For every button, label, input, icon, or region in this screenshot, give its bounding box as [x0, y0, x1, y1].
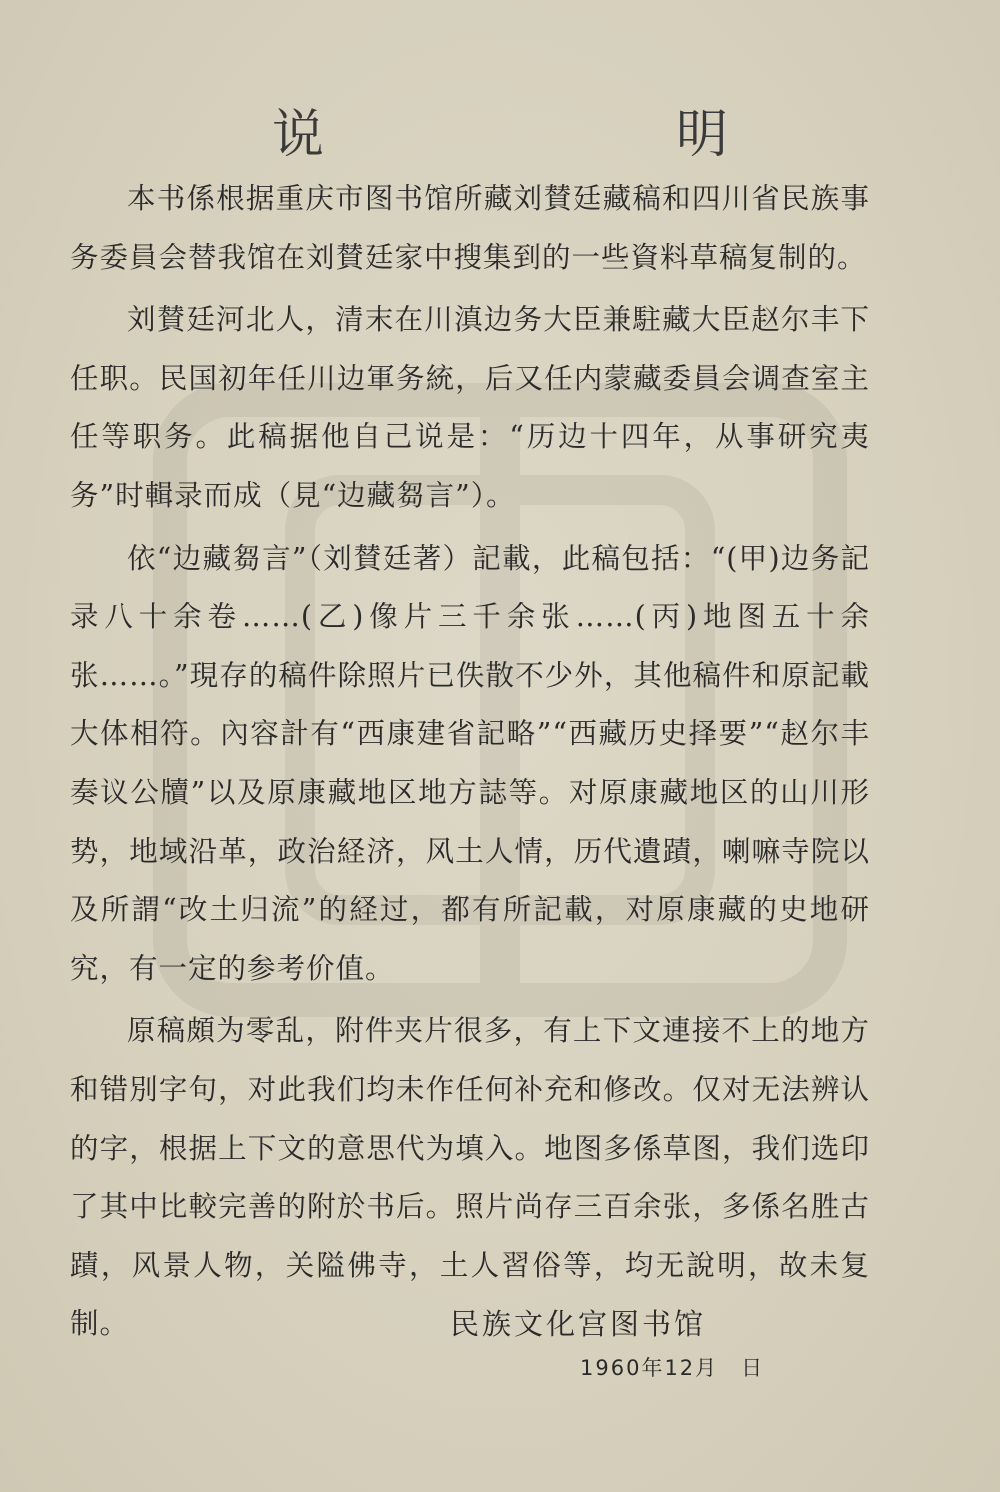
paragraph-3: 依“边藏芻言”（刘賛廷著）記載，此稿包括：“(甲)边务記录八十余卷……(乙)像片三千余张……(丙)地图五十余张……。”現存的稿件除照片已佚散不少外，其他稿件和原記載大体相符。內容計有“西康建省記略”“西藏历史择要”“赵尔丰奏议公牘”以及原康藏地区地方誌等。对原康藏地区的山川形势，地域沿革，政治経济，风土人情，历代遺蹟，喇嘛寺院以及所謂“改土归流”的経过，都有所記載，对原康藏的史地研究，有一定的参考价值。	[70, 541, 870, 985]
page-title: 说 明	[271, 105, 878, 165]
date: 1960年12月 日	[580, 1356, 765, 1380]
signature: 民族文化宫图书馆	[450, 1307, 707, 1341]
paragraph-1: 本书係根据重庆市图书馆所藏刘賛廷藏稿和四川省民族事务委員会替我馆在刘賛廷家中搜集到的一些資料草稿复制的。	[70, 182, 870, 274]
document-body	[70, 170, 870, 1354]
paragraph-2: 刘賛廷河北人，清末在川滇边务大臣兼駐藏大臣赵尔丰下任职。民国初年任川边軍务統，后又任内蒙藏委員会调查室主任等职务。此稿据他自己说是：“历边十四年，从事研究夷务”时輯录而成（見“边藏芻言”）。	[70, 303, 870, 512]
paragraph-4: 原稿頗为零乱，附件夹片很多，有上下文連接不上的地方和错別字句，对此我们均未作任何补充和修改。仅对无法辨认的字，根据上下文的意思代为填入。地图多係草图，我们选印了其中比較完善的附於书后。照片尚存三百余张，多係名胜古蹟，风景人物，关隘佛寺，土人習俗等，均无說明，故未复制。	[70, 1014, 870, 1341]
